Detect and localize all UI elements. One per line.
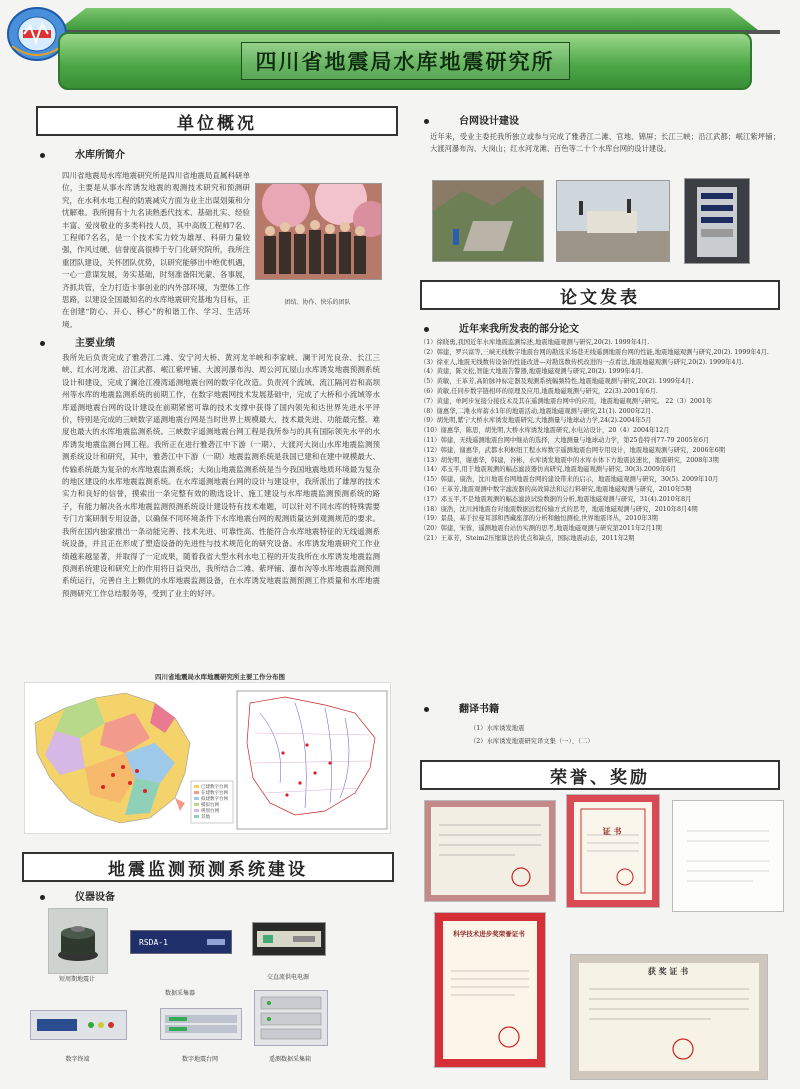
equipment-caption-4: 数字地震台网 bbox=[181, 1056, 218, 1063]
network-bullet-label: 台网设计建设 bbox=[459, 116, 519, 127]
telemetry-box-image bbox=[254, 990, 328, 1046]
intro-bullet-label: 水库所简介 bbox=[75, 150, 125, 161]
translation-item: （1）水库诱发地震 bbox=[470, 725, 525, 732]
translation-item: （2）水库诱发地震研究译文集（一）、（二） bbox=[470, 738, 594, 745]
legend-label-4: 规划台网 bbox=[201, 809, 219, 814]
bullet-dot bbox=[40, 341, 45, 346]
bullet-dot bbox=[424, 707, 429, 712]
reference-item: （4）黄建，陈文松,智能大地震告警器,地震地磁观测与研究,20(2). 1999年4月. bbox=[420, 368, 643, 376]
achievements-bullet bbox=[40, 334, 115, 349]
translation-bullet-label: 翻译书籍 bbox=[459, 704, 499, 715]
equipment-panel-label: RSDA-1 bbox=[139, 937, 168, 947]
certificate-title-4: 科学技术进步奖荣誉证书 bbox=[453, 930, 525, 938]
reference-item: （21）王革芳，Steim2压缩算法的优点和缺点，国际地震动态，2011年2期 bbox=[420, 534, 635, 542]
equipment-caption-3: 数字终端 bbox=[65, 1056, 90, 1063]
network-equipment-cabinet-photo bbox=[684, 178, 750, 264]
reference-item: （19）景晨，基于拉曼耳部和西藏座部的分析和触恒测检,世界地震译丛，2010年3期 bbox=[420, 515, 658, 523]
reference-item: （7）黄建，单阿步复接分接技术及其在遥测地震台网中的应用，地震地磁观测与研究。 22（3）2001年 bbox=[420, 397, 713, 405]
team-photo bbox=[255, 183, 382, 280]
network-text: 近年来，受业主委托我所独立或参与完成了雅砻江二滩、官地、锦屏；长江三峡；沿江武都；岷江紫坪铺；大渡河瀑布沟、大岗山；红水河龙滩、百色等二十个水库台网的设计建设。 bbox=[430, 132, 780, 154]
equipment-bullet bbox=[40, 888, 115, 903]
data-acquisition-unit-image bbox=[130, 930, 232, 954]
legend-label-5: 其他 bbox=[201, 815, 210, 820]
network-device-image bbox=[160, 1008, 242, 1040]
equipment-bullet-label: 仪器设备 bbox=[75, 892, 115, 903]
intro-bullet bbox=[40, 146, 125, 161]
equipment-caption-0: 短周期地震计 bbox=[58, 976, 95, 983]
achievements-text: 我所先后负责完成了雅砻江二滩、安宁河大桥、黄河龙羊峡和李家峡、澜干河光良杂、长江三峡、红水河龙滩、沿江武都、岷江紫坪铺、大渡河瀑布沟、周公河瓦屋山水库诱发地震预测系统设计和建设，完成了澜沧江漫湾遥测地震台网的数字化改造。负责河个流域、流江隔河岩和高坝州等水库的地震监测系统的前期工作，在数字地震网技术发展基础中，完成了大桥和小流域等水库遥测地震台网的设计建设在前期紧密可靠的技术支撑中获得了国内领先和达世界先进水平评价，特别是完成的三峡数字遥测地震台网是当时世界上规模最大、技术最先进、功能最完整、难度也最大的水库地震监测系统。三峡数字遥测地震台网工程是我所参与的具有国际领先水平的水库诱发地震监测台网工程。我所正在进行雅砻江中下游（一期）、大渡河大岗山水库地震监测预测系统设计和研究，其中，雅砻江中下游（一期）地震监测系统是我国已建和在建中规模最大、传输系统最为复杂的水库地震监测系统；大岗山地震监测系统是当今我国地震地质环境最为复杂的地区建设的水库地震监测系统。在水库遥测地震台网的设计与建设中，我所派出了雄厚的技术实力和良好的信誉，摸索出一条完整有效的勘选设计、施工建设与水库地震监测预测系统的路子，有能力解决各水库地震监测预测系统设计建设特有技术难题，可以针对不同水库的特殊需要专门方案研制专用设备，以确保不同环境条件下水库地震台网的观测质量达到观测规范的要求。我所在国内独家推出一条动能完善、技术先进、可靠性高、性能符合水库地震特征的无线遥测系统设备，并且正在形成了塑造设备的先进性与技术规范化的研究设备。水库诱发地震研究工作业绩越来越显著，并取得了一定成果，随着我省大型水利水电工程的开发我所在水库诱发地震监测预测系统建设和研究上的作用将日益突出，我所结合二滩、紫坪铺、瀑布沟等水库地震监测预测系统运行，完善自主上颗优的水库地震监测设备，在水库诱发地震监测预测工作质量和水库地震预测研究工作总结服务等，受到了业主的好评。 bbox=[62, 353, 380, 598]
reference-item: （9）胡先明,紫宁大桥水库诱发地震研究,大地测量与地球动力学,24(2).2004年5月 bbox=[420, 417, 652, 425]
reference-item: （2）韩建，罗兴富等,三峡无线数字地震台网的勘选采场巷无线遥测地震台网的性能,地震地磁观测与研究,20(2). 1999年4月. bbox=[420, 348, 769, 356]
seismometer-image bbox=[48, 908, 108, 974]
equipment-caption-5: 遥测数据采集箱 bbox=[268, 1056, 311, 1063]
work-distribution-map bbox=[24, 682, 391, 834]
network-site-photo-2 bbox=[556, 180, 670, 262]
reference-item: （18）康浩，沈川洲地震台对地震数据远程传输方式的思考，地震地磁观测与研究，2010年8月4期 bbox=[420, 505, 698, 513]
reference-item: （6）黄敏,任同步数字链相环的原理及应用,地震地磁观测与研究，22(3).2001年6月. bbox=[420, 387, 658, 395]
reference-item: （13）胡先明，谢惠华，韩建，谷彬，水库诱发地震中的水库水体下方地震波速比，地震研究，2008年3期 bbox=[420, 456, 719, 464]
reference-item: （16）王革芳,地震观测中数字滤波器的高效算法和运行料研究,地震地磁观测与研究，2010年5期 bbox=[420, 485, 692, 493]
network-site-photo-1 bbox=[432, 180, 544, 262]
bullet-dot bbox=[424, 119, 429, 124]
reference-item: （5）黄敏，王革芳,高阶脉冲标定器及观测系统幅频特性,地震地磁观测与研究,20(2). 1999年4月. bbox=[420, 378, 694, 386]
reference-item: （17）邓玉平,不是地震观测的幅态滤波试验数据的分析,地震地磁观测与研究，31(4).2010年8月 bbox=[420, 495, 692, 503]
overview-heading: 单位概况 bbox=[36, 106, 398, 136]
power-supply-image bbox=[252, 922, 326, 956]
legend-label-0: 已建数字台网 bbox=[201, 785, 228, 790]
papers-bullet-label: 近年来我所发表的部分论文 bbox=[459, 324, 579, 335]
translation-bullet bbox=[424, 700, 499, 715]
reference-item: （8）谢惠华,二滩水库蓄水1年的地震活动,地震地磁观测与研究,21(1). 2000年2月. bbox=[420, 407, 654, 415]
papers-bullet bbox=[424, 320, 579, 335]
header-decoration bbox=[58, 8, 758, 30]
reference-item: （10）谢惠华，陈思，胡先明,大桥水库诱发地震研究,水电站设计，20（4）2004年12月 bbox=[420, 427, 670, 435]
page-title: 四川省地震局水库地震研究所 bbox=[241, 42, 570, 80]
reference-item: （12）韩建，谢惠华，武都水利枢纽工程水库数字遥测地震台网专用设计，地震地磁观测与研究，2006年6期 bbox=[420, 446, 726, 454]
bullet-dot bbox=[40, 895, 45, 900]
certificate-title-2: 证 书 bbox=[602, 826, 622, 836]
legend-label-2: 拟建数字台网 bbox=[201, 797, 228, 802]
achievements-bullet-label: 主要业绩 bbox=[75, 338, 115, 349]
bullet-dot bbox=[40, 153, 45, 158]
digital-terminal-image bbox=[30, 1010, 127, 1040]
references-list bbox=[420, 338, 780, 544]
reference-item: （1）徐晓勇,我国近年水库地震监测综述,地震地磁观测与研究,20(2). 1999年4月. bbox=[420, 339, 650, 346]
certificate-image-1 bbox=[424, 800, 556, 902]
map-legend bbox=[191, 781, 233, 823]
papers-heading: 论文发表 bbox=[420, 280, 780, 310]
map-title: 四川省地震局水库地震研究所主要工作分布图 bbox=[155, 673, 285, 681]
reference-item: （11）韩建，无线遥测地震台网中继站的选择，大地测量与地球动力学，第25卷特刊77-79 2005年6月 bbox=[420, 436, 710, 444]
sichuan-detail-map bbox=[237, 691, 387, 829]
bullet-dot bbox=[424, 327, 429, 332]
network-bullet bbox=[424, 112, 519, 127]
certificate-image-2 bbox=[566, 794, 660, 908]
reference-item: （20）韩建，宋蓉，遥测地震台站仿实测的思考,地震地磁观测与研究第2011年2月1期 bbox=[420, 525, 662, 533]
reference-item: （14）邓玉平,用于地震观测的幅态滤波器仿真研究,地震地磁观测与研究, 30(3).2009年6月 bbox=[420, 466, 677, 474]
honors-heading: 荣誉、奖励 bbox=[420, 760, 780, 790]
certificate-image-3 bbox=[672, 800, 784, 912]
legend-label-1: 在建数字台网 bbox=[201, 791, 228, 796]
reference-item: （15）韩建，康浩，沈川地震台网地震台网的建设带来的启示，地震地磁观测与研究，30(5). 2009年10月 bbox=[420, 476, 719, 484]
equipment-caption-1: 数据采集器 bbox=[164, 990, 195, 997]
team-photo-caption: 团结、协作、快乐的团队 bbox=[284, 299, 351, 306]
reference-item: （3）徐亚人,地震无线数传设备的性能改进—对勘选数传机改进的一点看法,地震地磁观测与研究,20(2). 1999年4月. bbox=[420, 358, 744, 366]
china-map-shape bbox=[35, 693, 190, 823]
equipment-caption-2: 交直流供电电源 bbox=[266, 974, 309, 981]
intro-text: 四川省地震局水库地震研究所是四川省地震局直属科研单位，主要是从事水库诱发地震的观测技术研究和预测研究，在水利水电工程的防震减灾方面为业主出谋划策和分忧解难。我所拥有十九名读熟悉代技术、基础扎实、经验丰富、爱岗敬业的多类科技人员，其中高级工程师7名、工程师7名名，是一个技术实力较为雄厚、科研力量较强，作风过硬、信誉度高很棒于专门化研究院所，我所注重团队建设，关怀团队优势，以研究能够出中绝优机遇，一心一意谋发展，务实基础，时刻准备阳光蒙、各事展，齐抓共管，全力打造卡事创业的内外部环境，为塑体工作思路，以建设全国最知名的水库地震研究基地为目标，正在创建“防心、开心、移心”的和谐工作、学习、生活环境。 bbox=[62, 171, 250, 329]
certificate-title-5: 获 奖 证 书 bbox=[647, 966, 689, 976]
page-title-banner bbox=[58, 32, 752, 90]
monitoring-heading: 地震监测预测系统建设 bbox=[22, 852, 394, 882]
legend-label-3: 模拟台网 bbox=[201, 803, 219, 808]
